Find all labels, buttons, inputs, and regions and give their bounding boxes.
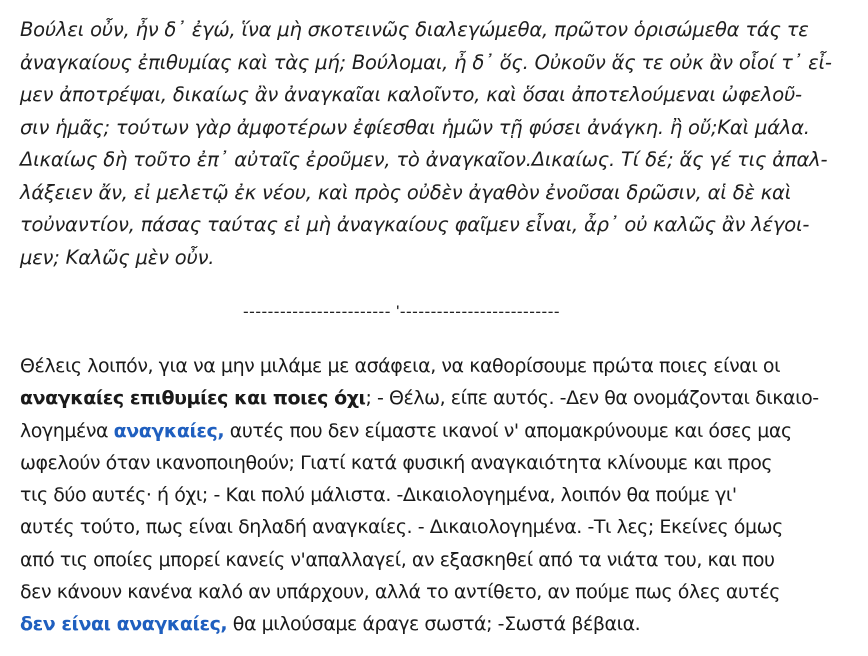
modern-text: ; - Θέλω, είπε αυτός. -Δεν θα ονομάζονται δικαιο-: [365, 387, 819, 410]
modern-text: αυτές που δεν είμαστε ικανοί ν' απομακρύνουμε και όσες μας: [224, 419, 792, 442]
modern-line: [20, 576, 860, 608]
ancient-line: σιν ἡμᾶς; τούτων γὰρ ἀμφοτέρων ἐφίεσθαι ἡμῶν τῇ φύσει ἀνάγκη. ἢ οὔ;Καὶ μάλα.: [20, 115, 810, 139]
modern-line: [20, 544, 860, 576]
modern-text: δεν κάνουν κανένα καλό αν υπάρχουν, αλλά το αντίθετο, αν πούμε πως όλες αυτές: [20, 581, 781, 604]
modern-line: [20, 415, 860, 447]
modern-line: [20, 447, 860, 479]
ancient-line: λάξειεν ἄν, εἰ μελετῷ ἐκ νέου, καὶ πρὸς οὐδὲν ἀγαθὸν ἐνοῦσαι δρῶσιν, αἱ δὲ καὶ: [20, 180, 792, 204]
modern-line: [20, 350, 860, 382]
modern-line: [20, 479, 860, 511]
highlighted-phrase: δεν είναι αναγκαίες,: [20, 613, 228, 636]
modern-text: από τις οποίες μπορεί κανείς ν'απαλλαγεί, αν εξασκηθεί από τα νιάτα του, και που: [20, 548, 775, 571]
modern-text: θα μιλούσαμε άραγε σωστά; -Σωστά βέβαια.: [227, 613, 641, 636]
modern-text: ωφελούν όταν ικανοποιηθούν; Γιατί κατά φυσική αναγκαιότητα κλίνουμε και προς: [20, 451, 773, 474]
section-divider: ------------------------ '--------------------------: [243, 302, 561, 321]
ancient-line: Βούλει οὖν, ἦν δ᾽ ἐγώ, ἵνα μὴ σκοτεινῶς διαλεγώμεθα, πρῶτον ὁρισώμεθα τάς τε: [20, 18, 809, 41]
modern-line: [20, 511, 860, 543]
ancient-line: ἀναγκαίους ἐπιθυμίας καὶ τὰς μή; Βούλομαι, ἦ δ᾽ ὅς. Οὐκοῦν ἅς τε οὐκ ἂν οἷοί τ᾽ εἶ-: [20, 50, 832, 74]
ancient-greek-passage: [20, 14, 850, 274]
modern-text: Θέλεις λοιπόν, για να μην μιλάμε με ασάφεια, να καθορίσουμε πρώτα ποιες είναι οι: [20, 355, 781, 377]
modern-text: αυτές τούτο, πως είναι δηλαδή αναγκαίες. - Δικαιολογημένα. -Τι λες; Εκείνες όμως: [20, 516, 783, 539]
modern-text: λογημένα: [20, 419, 114, 442]
modern-text: τις δύο αυτές· ή όχι; - Και πολύ μάλιστα. -Δικαιολογημένα, λοιπόν θα πούμε γι': [20, 484, 737, 507]
ancient-line: Δικαίως δὴ τοῦτο ἐπ᾽ αὐταῖς ἐροῦμεν, τὸ ἀναγκαῖον.Δικαίως. Τί δέ; ἅς γέ τις ἀπαλ-: [20, 148, 828, 171]
ancient-line: μεν; Καλῶς μὲν οὖν.: [20, 245, 215, 269]
modern-line: [20, 608, 860, 640]
bold-phrase: αναγκαίες επιθυμίες και ποιες όχι: [20, 387, 366, 410]
modern-greek-translation: [20, 350, 860, 641]
ancient-line: τοὐναντίον, πάσας ταύτας εἰ μὴ ἀναγκαίους φαῖμεν εἶναι, ἆρ᾽ οὐ καλῶς ἂν λέγοι-: [20, 213, 810, 236]
highlighted-word: αναγκαίες,: [113, 419, 225, 442]
ancient-line: μεν ἀποτρέψαι, δικαίως ἂν ἀναγκαῖαι καλοῖντο, καὶ ὅσαι ἀποτελούμεναι ὠφελοῦ-: [20, 83, 802, 106]
modern-line: [20, 382, 860, 414]
